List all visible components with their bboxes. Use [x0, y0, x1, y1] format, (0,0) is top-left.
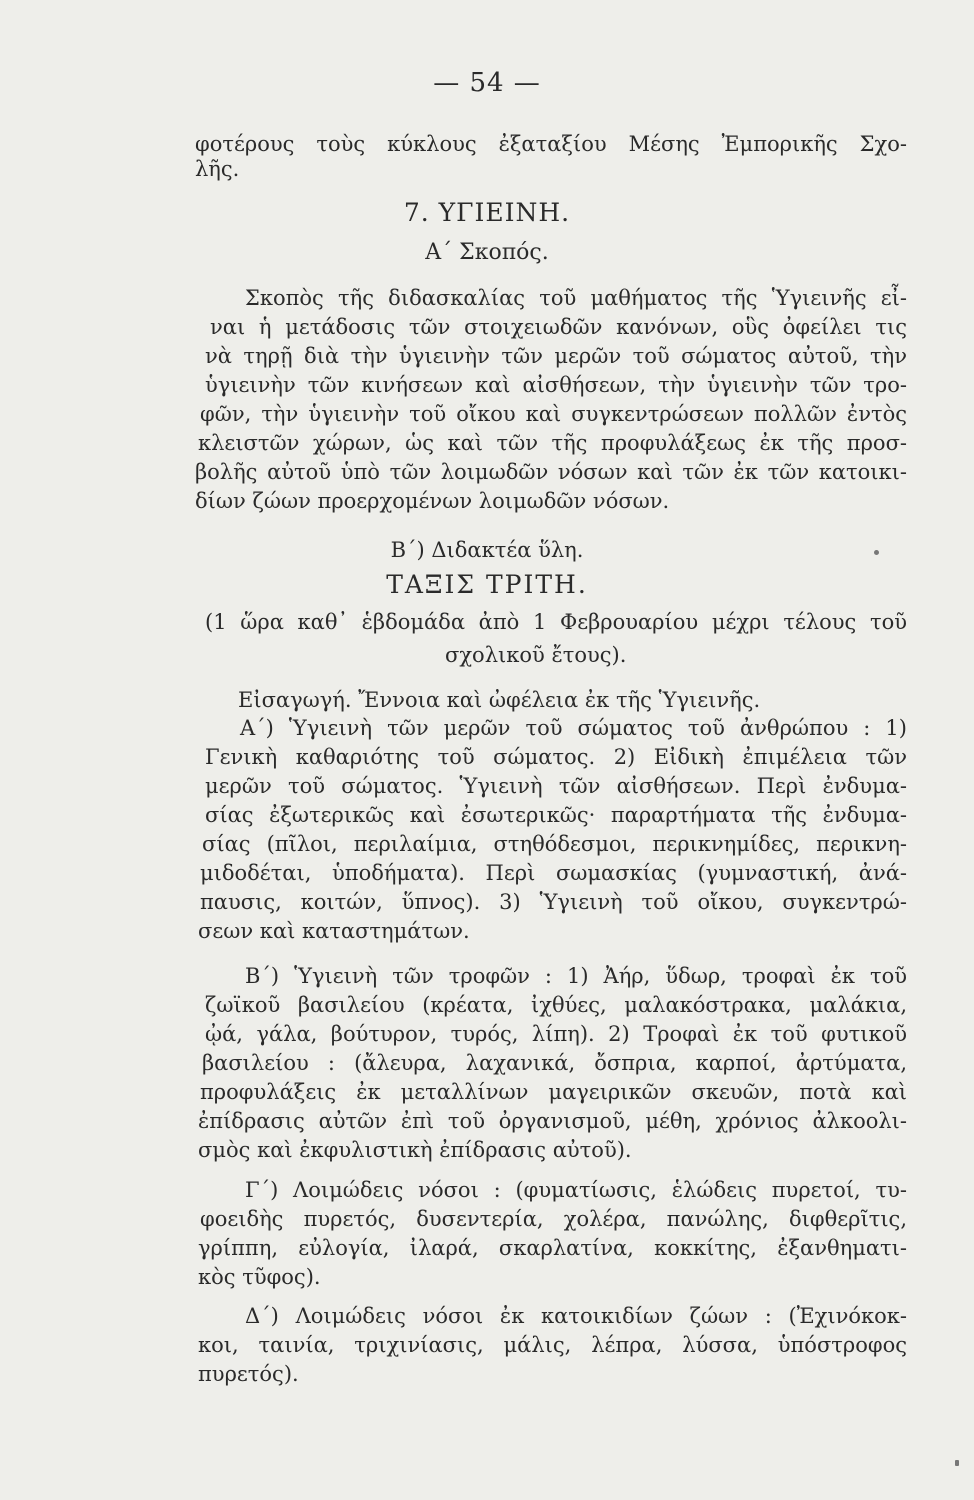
text-line: κοι, ταινία, τριχινίασις, μάλις, λέπρα, λύσσα, ὑπόστροφος	[198, 1333, 907, 1357]
text-line: Δ΄) Λοιμώδεις νόσοι ἐκ κατοικιδίων ζώων : (Ἐχινόκοκ-	[245, 1304, 907, 1328]
stray-mark-dot	[874, 550, 879, 555]
text-line: Σκοπὸς τῆς διδασκαλίας τοῦ μαθήματος τῆς Ὑγιεινῆς εἶ-	[245, 286, 907, 310]
text-line: σίας (πῖλοι, περιλαίμια, στηθόδεσμοι, περικνημίδες, περικνη-	[202, 832, 907, 856]
text-line: κλειστῶν χώρων, ὡς καὶ τῶν τῆς προφυλάξεως ἐκ τῆς προσ-	[198, 431, 907, 455]
text-line: πυρετός).	[198, 1362, 299, 1386]
text-line: Γ΄) Λοιμώδεις νόσοι : (φυματίωσις, ἑλώδεις πυρετοί, τυ-	[245, 1178, 907, 1202]
text-line: σχολικοῦ ἔτους).	[445, 643, 627, 667]
section-title: 7. ΥΓΙΕΙΝΗ.	[403, 198, 571, 227]
text-line: βασιλείου : (ἄλευρα, λαχανικά, ὄσπρια, καρποί, ἀρτύματα,	[202, 1051, 907, 1075]
text-line: Α΄) Ὑγιεινὴ τῶν μερῶν τοῦ σώματος τοῦ ἀνθρώπου : 1)	[240, 716, 907, 740]
text-line: φοειδὴς πυρετός, δυσεντερία, χολέρα, πανώλης, διφθερῖτις,	[200, 1207, 907, 1231]
class-title: ΤΑΞΙΣ ΤΡΙΤΗ.	[386, 570, 588, 599]
text-line: (1 ὥρα καθ᾽ ἑβδομάδα ἀπὸ 1 Φεβρουαρίου μέχρι τέλους τοῦ	[205, 610, 907, 634]
text-line: Γενικὴ καθαριότης τοῦ σώματος. 2) Εἰδικὴ ἐπιμέλεια τῶν	[205, 745, 907, 769]
text-line: γρίππη, εὐλογία, ἰλαρά, σκαρλατίνα, κοκκίτης, ἐξανθηματι-	[198, 1236, 907, 1260]
text-line: ναι ἡ μετάδοσις τῶν στοιχειωδῶν κανόνων, οὓς ὀφείλει τις	[210, 315, 907, 339]
text-line: ᾠά, γάλα, βούτυρον, τυρός, λίπη). 2) Τροφαὶ ἐκ τοῦ φυτικοῦ	[205, 1022, 907, 1046]
text-line: ἐπίδρασις αὐτῶν ἐπὶ τοῦ ὀργανισμοῦ, μέθη, χρόνιος ἀλκοολι-	[198, 1109, 907, 1133]
text-line: ζωϊκοῦ βασιλείου (κρέατα, ἰχθύες, μαλακόστρακα, μαλάκια,	[205, 993, 907, 1017]
text-line: κὸς τῦφος).	[198, 1265, 321, 1289]
text-line: νὰ τηρῇ διὰ τὴν ὑγιεινὴν τῶν μερῶν τοῦ σώματος αὐτοῦ, τὴν	[205, 344, 907, 368]
text-line: δίων ζώων προερχομένων λοιμωδῶν νόσων.	[195, 489, 670, 513]
text-line: παυσις, κοιτών, ὕπνος). 3) Ὑγιεινὴ τοῦ οἴκου, συγκεντρώ-	[200, 890, 907, 914]
page-number: — 54 —	[433, 68, 541, 98]
text-line: σεων καὶ καταστημάτων.	[198, 919, 470, 943]
subsection-title: Α΄ Σκοπός.	[425, 240, 549, 265]
text-line: μιδοδέται, ὑποδήματα). Περὶ σωμασκίας (γυμναστική, ἀνά-	[200, 861, 907, 885]
text-line: φοτέρους τοὺς κύκλους ἐξαταξίου Μέσης Ἐμπορικῆς Σχο-	[195, 132, 907, 156]
text-line: σμὸς καὶ ἐκφυλιστικὴ ἐπίδρασις αὐτοῦ).	[198, 1138, 632, 1162]
text-line: φῶν, τὴν ὑγιεινὴν τοῦ οἴκου καὶ συγκεντρώσεων πολλῶν ἐντὸς	[200, 402, 907, 426]
text-line: σίας ἐξωτερικῶς καὶ ἐσωτερικῶς· παραρτήματα τῆς ἐνδυμα-	[205, 803, 907, 827]
text-line: ὑγιεινὴν τῶν κινήσεων καὶ αἰσθήσεων, τὴν ὑγιεινὴν τῶν τρο-	[205, 373, 907, 397]
text-line: μερῶν τοῦ σώματος. Ὑγιεινὴ τῶν αἰσθήσεων. Περὶ ἐνδυμα-	[205, 774, 907, 798]
text-line: βολῆς αὐτοῦ ὑπὸ τῶν λοιμωδῶν νόσων καὶ τῶν ἐκ τῶν κατοικι-	[195, 460, 907, 484]
stray-mark-tick	[955, 1460, 959, 1466]
subsection-title: Β΄) Διδακτέα ὕλη.	[390, 538, 584, 562]
text-line: λῆς.	[195, 157, 240, 181]
text-line: Εἰσαγωγή. Ἔννοια καὶ ὠφέλεια ἐκ τῆς Ὑγιεινῆς.	[238, 688, 761, 712]
text-line: Β΄) Ὑγιεινὴ τῶν τροφῶν : 1) Ἀήρ, ὕδωρ, τροφαὶ ἐκ τοῦ	[245, 964, 907, 988]
text-line: προφυλάξεις ἐκ μεταλλίνων μαγειρικῶν σκευῶν, ποτὰ καὶ	[200, 1080, 907, 1104]
